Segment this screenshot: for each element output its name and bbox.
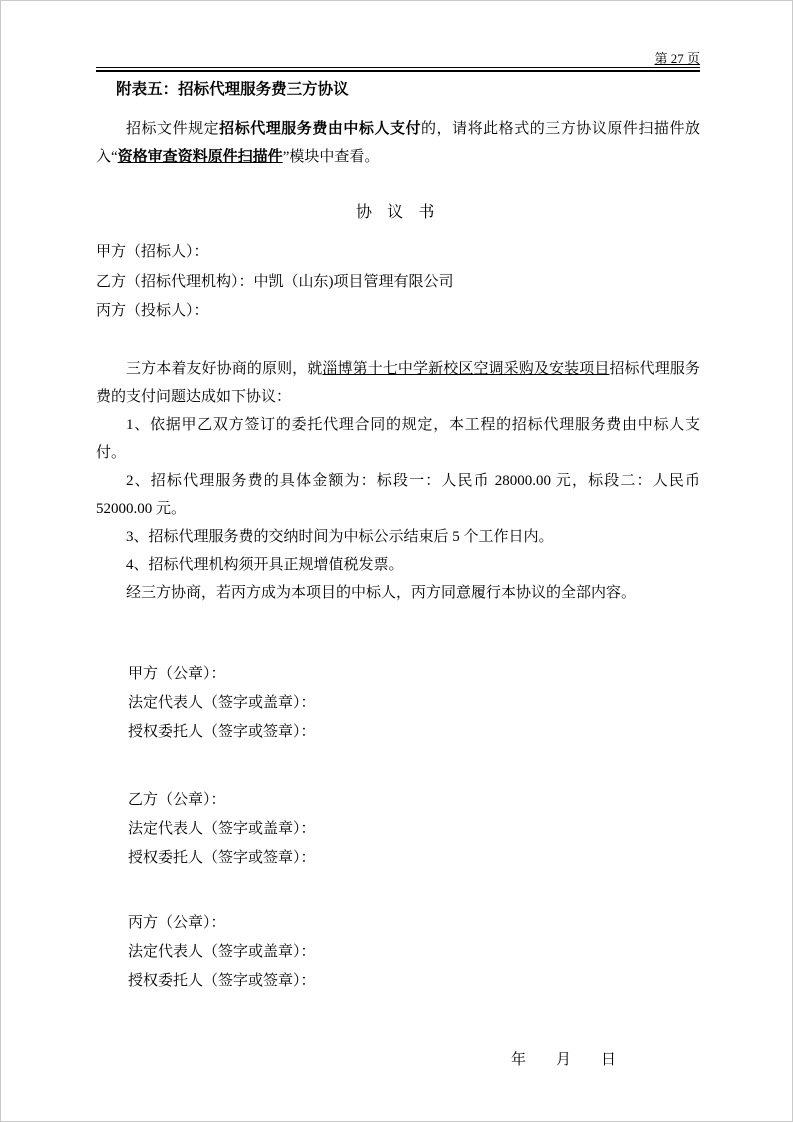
party-c-line: 丙方（投标人）： [96,303,209,320]
clause-1: 1、依据甲乙双方签订的委托代理合同的规定，本工程的招标代理服务费由中标人支付。 [96,416,700,461]
party-b-line: 乙方（招标代理机构）：中凯（山东)项目管理有限公司 [96,273,454,290]
legal-rep-line: 法定代表人（签字或盖章）： [128,820,316,837]
preamble-text: 招标代理服务费的支付问题达成如下协议： [96,360,700,405]
seal-line: 丙方（公章）： [128,914,226,931]
intro-text: ”模块中查看。 [282,149,380,165]
intro-text: 的，请将此格式的三方协议原件扫描件放入“ [96,121,700,165]
authorized-agent-line: 授权委托人（签字或签章）： [128,849,316,866]
seal-line: 甲方（公章）： [128,665,226,682]
project-name: 淄博第十七中学新校区空调采购及安装项目 [322,360,610,377]
preamble-text: 三方本着友好协商的原则，就 [126,360,323,377]
closing-clause: 经三方协商，若丙方成为本项目的中标人，丙方同意履行本协议的全部内容。 [126,584,637,601]
signature-block-party-b [96,786,700,873]
agreement-title: 协 议 书 [355,204,440,221]
header-rule [96,70,700,72]
clause-2: 2、招标代理服务费的具体金额为：标段一：人民币 28000.00 元，标段二：人民币 52000.00 元。 [96,472,700,517]
signature-block-party-a [96,660,700,747]
legal-rep-line: 法定代表人（签字或盖章）： [128,943,316,960]
authorized-agent-line: 授权委托人（签字或签章）： [128,972,316,989]
page-header-row [96,51,700,67]
page-number: 第 27 页 [654,51,700,66]
date-line: 年 月 日 [511,1051,617,1068]
authorized-agent-line: 授权委托人（签字或签章）： [128,723,316,740]
intro-paragraph [96,115,700,171]
seal-line: 乙方（公章）： [128,791,226,808]
parties-section [96,238,700,327]
clause-4: 4、招标代理机构须开具正规增值税发票。 [126,556,404,573]
legal-rep-line: 法定代表人（签字或盖章）： [128,694,316,711]
signature-block-party-c [96,909,700,996]
party-a-line: 甲方（招标人）： [96,244,209,261]
clause-3: 3、招标代理服务费的交纳时间为中标公示结束后 5 个工作日内。 [126,528,554,545]
preamble-paragraph [96,355,700,411]
intro-text: 招标文件规定 [126,121,220,137]
document-title: 附表五：招标代理服务费三方协议 [116,81,349,98]
page-header [96,51,700,68]
intro-bold-phrase: 招标代理服务费由中标人支付 [219,121,422,137]
intro-module-name: 资格审查资料原件扫描件 [117,149,283,165]
